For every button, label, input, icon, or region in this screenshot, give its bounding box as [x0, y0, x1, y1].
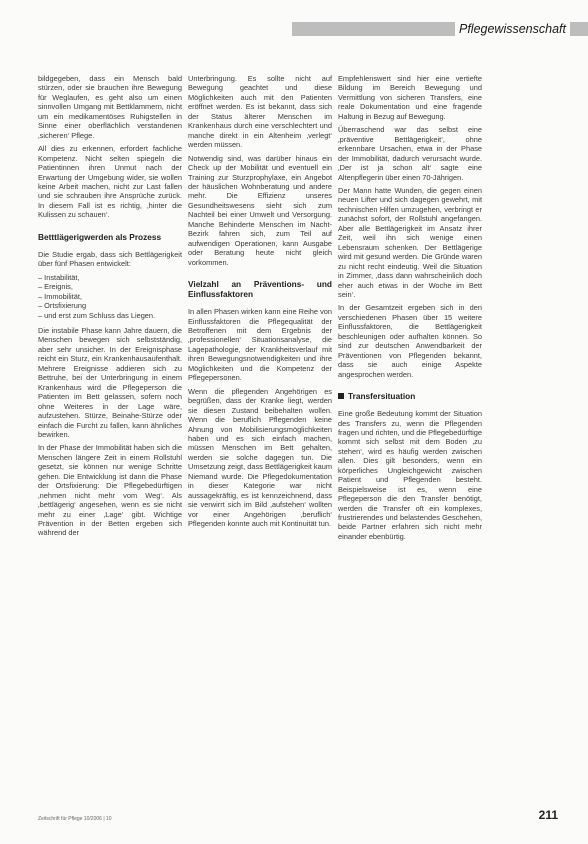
column-2	[188, 74, 332, 532]
subheading: Betttlägerigwerden als Prozess	[38, 231, 162, 242]
paragraph: Wenn die pflegenden Angehörigen es begrüßen, dass der Kranke liegt, werden sie diesen Zustand beibehalten wollen. Wenn die beruflich Pflegenden keine Ahnung von Mobilisierungsmöglichkeiten haben und es sich einfach machen, müssen Menschen im Bett gehalten, werden sie solche dagegen tun. Die Umsetzung zeigt, dass Bettlägerigkeit kaum Niemand wurde. Die Pflegedokumentation in dieser Kategorie war nicht aussagekräftig, es ist kennzeichnend, dass sie verwirrt sich im Bild ‚aufstehen‘ wollten vor einer Angehörigen ‚beruflich‘ Pflegenden konnte auch mit Kontinuität tun.	[188, 386, 332, 529]
column-3	[338, 74, 482, 545]
phase-list	[38, 273, 182, 320]
paragraph: Die instabile Phase kann Jahre dauern, die Menschen bewegen sich selbstständig, aber sehr unsicher. In der Ereignisphase reicht ein Sturz, ein Krankenhausaufenthalt. Mehrere Ereignisse addieren sich zu Bettruhe, bei der Unterbringung in einem Krankenhaus wird die Pflegeperson die Patienten im Bett gelassen, sofern noch ohne Weiteres in der Lage wäre, aufzustehen. Stürze, Beinahe-Stürze oder einfach die Furcht zu fallen, kann ähnliches bewirken.	[38, 325, 182, 439]
list-item: – und erst zum Schluss das Liegen.	[38, 310, 156, 320]
paragraph: Empfehlenswert sind hier eine vertiefte Bildung im Bereich Bewegung und Vermittlung von sicheren Transfers, eine reale Dokumentation und eine fragende Haltung in Bezug auf Bewegung.	[338, 74, 482, 121]
paragraph: Der Mann hatte Wunden, die gegen einen neuen Lifter und sich dagegen gewehrt, mit technischen Hilfen umzugehen, verbringt er zunächst sofort, der Rollstuhl angefangen. Aber alle Bettlägerigkeit im Ansatz ihrer Zeit, weil ihn sich wenige einen Lebensraum schenken. Der Bettlägerige wird mit gesund werden. Die Gründe waren zu nicht recht eindeutig. Weil die Situation in Zimmer, ‚dass dann wahrscheinlich doch eher auch etwas in der Woche im Bett sein‘.	[338, 185, 482, 299]
list-item: – Immobilität,	[38, 291, 82, 301]
list-item: – Instabilität,	[38, 272, 80, 282]
list-item: – Ortsfixierung	[38, 301, 87, 311]
paragraph: bildgegeben, dass ein Mensch bald stürzen, oder sie brauchen ihre Bewegung für Weglaufen, es geht also um einen sinnvollen Umgang mit Bettklammern, nicht um ein medikamentöses Ruhigstellen in Sinne einer oberflächlich verstandenen ‚sicheren‘ Pflege.	[38, 74, 182, 140]
subheading: Vielzahl an Präventions- und Einflussfaktoren	[188, 279, 332, 300]
subheading	[338, 391, 482, 401]
list-item: – Ereignis,	[38, 282, 73, 292]
paragraph: Eine große Bedeutung kommt der Situation des Transfers zu, wenn die Pflegenden fragen und richten, und die Pflegebedürftige kommt sich selbst mit dem Boden ‚zu stehen‘, wird es häufig werden zwischen allen. Dies gilt besonders, wenn ein körperliches Ungleichgewicht zwischen Patient und Pflegenden besteht. Beispielsweise ist es, wenn eine Pflegeperson die den Transfer benötigt, werden die Transfer oft ein komplexes, frustrierendes und belastendes Geschehen, beide Partner erfahren sich nicht mehr einander ebenbürtig.	[338, 409, 482, 541]
column-1	[38, 74, 182, 542]
paragraph: In der Phase der Immobilität haben sich die Menschen längere Zeit in einem Rollstuhl gesetzt, sie können nur wenige Schritte gehen. Die Entwicklung ist dann die Phase der Ortsfixierung: Die Pflegebedürftigen ‚nehmen nicht mehr vom Weg‘. Als ‚bettlägerig‘ angesehen, wenn es sie nicht mehr zu einer ‚Lage‘ gibt. Wichtige Prävention in der Betten ergeben sich während der	[38, 443, 182, 538]
paragraph: In der Gesamtzeit ergeben sich in den verschiedenen Phasen über 15 weitere Einflussfaktoren, die Bettlägerigkeit beschleunigen oder aufhalten können. So sind zur deutschen Anwendbarkeit der Präventionen von Pflegenden bekannt, dass sie auch einige Aspekte angesprochen werden.	[338, 303, 482, 379]
paragraph: All dies zu erkennen, erfordert fachliche Kompetenz. Nicht selten spiegeln die Patientinnen ihren Unmut nach der Erwartung der Umgebung wider, sie wollen keine Arbeit machen, nicht zur Last fallen und sie schrauben ihre Ansprüche zurück. In diesem Fall ist es richtig, ‚hinter die Kulissen zu schauen‘.	[38, 144, 182, 220]
paragraph: Überraschend war das selbst eine ‚präventive Bettlägerigkeit‘, ohne erkennbare Ursachen, etwa in der Phase der Immobilität, dadurch verursacht wurde. ‚Der ist ja schon alt‘ sagte eine Altenpflegerin über einen 70-Jährigen.	[338, 125, 482, 182]
paragraph: In allen Phasen wirken kann eine Reihe von Einflussfaktoren die Pflegequalität der Betroffenen mit dem Ergebnis der ‚professionellen‘ Situationsanalyse, die Lagepathologie, der Krankheitsverlauf mit ihren Bewegungsnotwendigkeiten und ihre Möglichkeiten und die Kompetenz der Pflegepersonen.	[188, 307, 332, 383]
paragraph: Die Studie ergab, dass sich Bettlägerigkeit über fünf Phasen entwickelt:	[38, 249, 182, 269]
journal-footer: Zeitschrift für Pflege 10/2006 | 10	[38, 816, 112, 822]
page-number: 211	[538, 808, 558, 822]
paragraph: Notwendig sind, was darüber hinaus ein Check up der Mobilität und eventuell ein Training zur Sturzprophylaxe, ein Angebot der häuslichen Wohnberatung und andere mehr. Die Effizienz unseres Gesundheitswesens sieht sich zum Nachteil bei einer Umwelt und Versorgung. Manche Behinderte Menschen im Nacht-Bezirk fahren sich, zum Teil auf aufwendigen Operationen, kann Ausgabe oder Beratung heute nicht gleich vorkommen.	[188, 153, 332, 267]
subheading-text: Transfersituation	[348, 391, 416, 402]
section-title: Pflegewissenschaft	[455, 22, 570, 36]
square-bullet-icon	[338, 393, 344, 399]
paragraph: Unterbringung. Es sollte nicht auf Bewegung geachtet und diese Möglichkeiten auch mit den Patienten eröffnet werden. Es ist bekannt, dass sich der Status älterer Menschen im Krankenhaus durch eine verschlechtert und manche direkt in ein Altenheim ‚verlegt‘ werden müssen.	[188, 74, 332, 150]
